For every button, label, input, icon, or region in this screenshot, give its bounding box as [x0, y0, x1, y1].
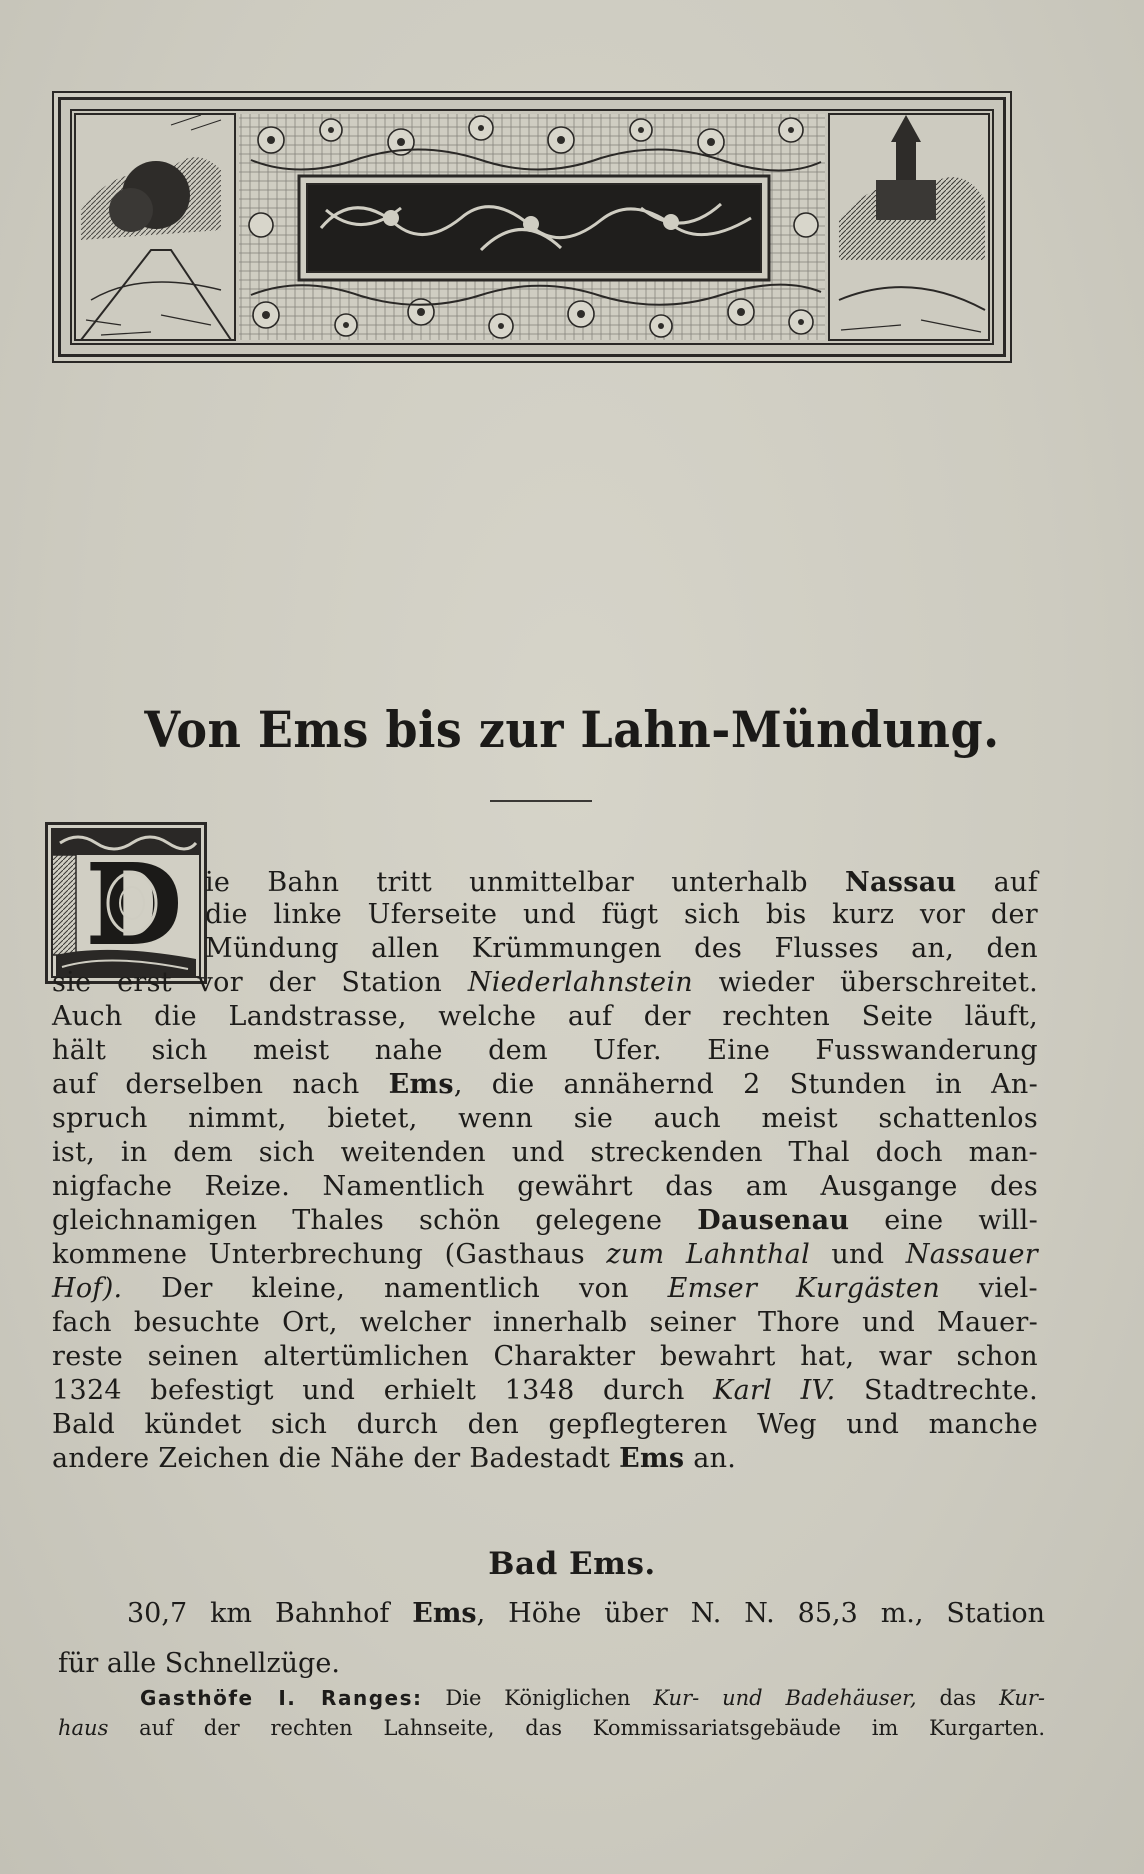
text-segment: eine will-: [849, 1205, 1038, 1236]
info-line-schnellzuege: für alle Schnellzüge.: [58, 1648, 340, 1679]
text-segment: Die Königlichen: [422, 1686, 654, 1710]
text-segment: andere Zeichen die Nähe der Badestadt: [52, 1443, 620, 1474]
section-heading: Bad Ems.: [488, 1546, 656, 1582]
paragraph-line: [52, 1306, 1038, 1340]
info-line-distance: [127, 1597, 1045, 1631]
text-segment: fach besuchte Ort, welcher innerhalb seiner Thore und Mauer-: [52, 1307, 1038, 1338]
title-divider-rule: [490, 800, 592, 802]
left-landscape-panel: [75, 114, 235, 340]
text-segment: wieder überschreitet.: [692, 967, 1038, 998]
text-segment: 1324 befestigt und erhielt 1348 durch: [52, 1375, 714, 1406]
hotels-line-2: [58, 1714, 1045, 1742]
text-segment: Emser Kurgästen: [667, 1273, 941, 1304]
drop-cap-letter: D: [86, 840, 182, 969]
text-segment: die linke Uferseite und fügt sich bis kurz vor der: [205, 899, 1038, 930]
paragraph-line: [52, 1272, 1038, 1306]
paragraph-line: [205, 898, 1038, 932]
text-segment: Kur-: [999, 1686, 1046, 1710]
text-segment: und: [810, 1239, 906, 1270]
paragraph-line: [52, 1068, 1038, 1102]
drop-cap-ornament: [48, 825, 204, 981]
text-segment: kommene Unterbrechung (Gasthaus: [52, 1239, 607, 1270]
text-segment: Ems: [412, 1598, 477, 1629]
text-segment: Karl IV.: [713, 1375, 836, 1406]
text-segment: Auch die Landstrasse, welche auf der rechten Seite läuft,: [52, 1001, 1038, 1032]
paragraph-line: [52, 1340, 1038, 1374]
text-segment: auf der rechten Lahnseite, das Kommissariatsgebäude im Kurgarten.: [108, 1716, 1045, 1740]
text-segment: haus: [58, 1716, 109, 1740]
hotels-line-1: [140, 1684, 1045, 1712]
text-segment: Ems: [388, 1069, 454, 1100]
text-segment: ist, in dem sich weitenden und streckenden Thal doch man-: [52, 1137, 1038, 1168]
text-segment: an.: [684, 1443, 737, 1474]
paragraph-line: [205, 932, 1038, 966]
text-segment: Kur- und Badehäuser,: [653, 1686, 917, 1710]
paragraph-line: [52, 1408, 1038, 1442]
text-segment: Gasthöfe I. Ranges:: [140, 1686, 423, 1710]
text-segment: nigfache Reize. Namentlich gewährt das am Ausgange des: [52, 1171, 1038, 1202]
text-segment: Dausenau: [697, 1205, 850, 1236]
text-segment: auf: [956, 867, 1039, 898]
paragraph-line: [52, 1170, 1038, 1204]
text-segment: auf derselben nach: [52, 1069, 389, 1100]
paragraph-line: [52, 1034, 1038, 1068]
chapter-title: Von Ems bis zur Lahn-Mündung.: [144, 700, 1000, 759]
paragraph-line: [52, 1238, 1038, 1272]
text-segment: Ems: [619, 1443, 685, 1474]
text-segment: , Höhe über N. N. 85,3 m., Station: [476, 1598, 1045, 1629]
text-segment: zum Lahnthal: [606, 1239, 811, 1270]
text-segment: gleichnamigen Thales schön gelegene: [52, 1205, 698, 1236]
text-segment: das: [916, 1686, 1000, 1710]
paragraph-line: [52, 1442, 1038, 1476]
paragraph-line: [52, 1374, 1038, 1408]
text-segment: Bald kündet sich durch den gepflegteren Weg und manche: [52, 1409, 1038, 1440]
text-segment: spruch nimmt, bietet, wenn sie auch meist schattenlos: [52, 1103, 1038, 1134]
text-segment: Der kleine, namentlich von: [122, 1273, 668, 1304]
paragraph-line: [52, 1102, 1038, 1136]
text-segment: Nassauer: [905, 1239, 1038, 1270]
text-segment: Nassau: [844, 867, 957, 898]
text-segment: ie Bahn tritt unmittelbar unterhalb: [205, 867, 845, 898]
paragraph-line: [52, 1136, 1038, 1170]
paragraph-line: [52, 1000, 1038, 1034]
text-segment: Hof).: [52, 1273, 123, 1304]
right-castle-panel: [829, 114, 989, 340]
ornamental-header-illustration: [58, 97, 1006, 357]
central-cartouche: [299, 176, 769, 280]
text-segment: sie erst vor der Station: [52, 967, 468, 998]
paragraph-line: [52, 966, 1038, 1000]
paragraph-line: [52, 1204, 1038, 1238]
paragraph-line: [205, 866, 1038, 900]
text-segment: 30,7 km Bahnhof: [127, 1598, 413, 1629]
decorated-drop-cap: [45, 822, 207, 984]
text-segment: reste seinen altertümlichen Charakter bewahrt hat, war schon: [52, 1341, 1038, 1372]
text-segment: Stadtrechte.: [835, 1375, 1038, 1406]
header-engraving: [61, 100, 1003, 354]
text-segment: hält sich meist nahe dem Ufer. Eine Fusswanderung: [52, 1035, 1038, 1066]
text-segment: viel-: [940, 1273, 1038, 1304]
text-segment: Mündung allen Krümmungen des Flusses an, den: [205, 933, 1038, 964]
text-segment: , die annähernd 2 Stunden in An-: [453, 1069, 1039, 1100]
text-segment: Niederlahnstein: [467, 967, 693, 998]
